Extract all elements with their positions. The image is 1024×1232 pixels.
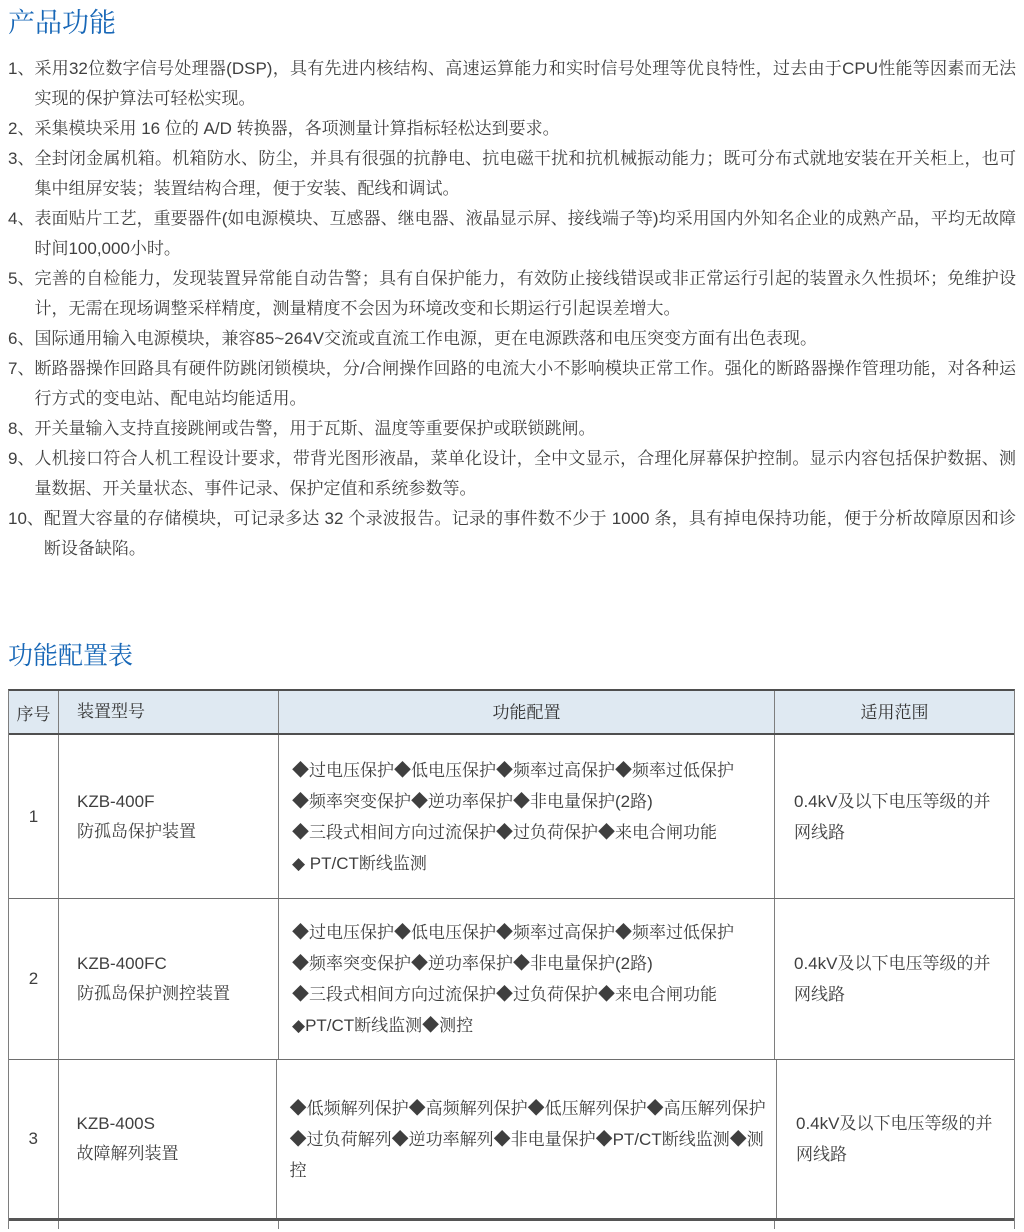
feature-number: 8、: [8, 419, 35, 438]
feature-item-5: [8, 264, 1016, 324]
cell-scope: [775, 899, 1014, 1059]
feature-text: 完善的自检能力，发现装置异常能自动告警；具有自保护能力，有效防止接线错误或非正常运行引起的装置永久性损坏；免维护设计，无需在现场调整采样精度，测量精度不会因为环境改变和长期运行引起误差增大。: [34, 269, 1016, 318]
cell-index: 2: [9, 899, 59, 1059]
feature-item-3: [8, 144, 1016, 204]
feature-item-1: [8, 54, 1016, 114]
model-code: KZB-400F: [77, 791, 155, 811]
section-title-product-features: 产品功能: [8, 8, 116, 38]
feature-item-4: [8, 204, 1016, 264]
feature-text: 采集模块采用 16 位的 A/D 转换器，各项测量计算指标轻松达到要求。: [34, 119, 560, 138]
cell-model: [59, 899, 279, 1059]
feature-text: 开关量输入支持直接跳闸或告警，用于瓦斯、温度等重要保护或联锁跳闸。: [34, 419, 596, 438]
feature-item-9: [8, 444, 1016, 504]
feature-text: 国际通用输入电源模块，兼容85~264V交流或直流工作电源，更在电源跌落和电压突变方面有出色表现。: [34, 329, 818, 348]
table-row: [9, 735, 1014, 899]
feature-text: 全封闭金属机箱。机箱防水、防尘，并具有很强的抗静电、抗电磁干扰和抗机械振动能力；既可分布式就地安装在开关柜上，也可集中组屏安装；装置结构合理，便于安装、配线和调试。: [34, 149, 1016, 198]
header-cell-model: 装置型号: [59, 691, 279, 733]
cell-functions: [279, 899, 775, 1059]
function-line: ◆低频解列保护◆高频解列保护◆低压解列保护◆高压解列保护: [289, 1098, 766, 1118]
scope-text: 0.4kV及以下电压等级的并网线路: [795, 1114, 993, 1164]
scope-text: 0.4kV及以下电压等级的并网线路: [794, 954, 991, 1004]
feature-text: 表面贴片工艺，重要器件(如电源模块、互感器、继电器、液晶显示屏、接线端子等)均采用国内外知名企业的成熟产品，平均无故障时间100,000小时。: [34, 209, 1016, 258]
feature-item-2: [8, 114, 1016, 144]
function-line: ◆频率突变保护◆逆功率保护◆非电量保护(2路): [292, 791, 653, 811]
cell-scope: [775, 735, 1014, 898]
feature-text: 人机接口符合人机工程设计要求，带背光图形液晶，菜单化设计，全中文显示，合理化屏幕保护控制。显示内容包括保护数据、测量数据、开关量状态、事件记录、保护定值和系统参数等。: [34, 449, 1016, 498]
feature-number: 7、: [8, 359, 35, 378]
feature-number: 1、: [8, 59, 35, 78]
cell-index: 1: [9, 735, 59, 898]
feature-number: 4、: [8, 209, 35, 228]
model-name: 防孤岛保护测控装置: [77, 984, 230, 1003]
feature-number: 3、: [8, 149, 35, 168]
feature-number: 9、: [8, 449, 35, 468]
model-name: 防孤岛保护装置: [77, 821, 196, 841]
features-list: [8, 54, 1016, 564]
feature-item-8: [8, 414, 1016, 444]
feature-item-10: [8, 504, 1016, 564]
model-code: KZB-400FC: [77, 954, 167, 973]
cell-index: 3: [9, 1060, 59, 1218]
feature-item-7: [8, 354, 1016, 414]
cell-functions: [277, 1060, 777, 1218]
cell-scope: [777, 1060, 1014, 1218]
function-line: ◆过电压保护◆低电压保护◆频率过高保护◆频率过低保护: [292, 760, 734, 780]
function-line: ◆PT/CT断线监测◆测控: [292, 1016, 474, 1035]
feature-text: 采用32位数字信号处理器(DSP)，具有先进内核结构、高速运算能力和实时信号处理等优良特性，过去由于CPU性能等因素而无法实现的保护算法可轻松实现。: [34, 59, 1016, 108]
section-title-function-config-table: 功能配置表: [8, 642, 134, 670]
header-cell-scope: 适用范围: [860, 702, 929, 722]
function-line: ◆ PT/CT断线监测: [292, 853, 427, 873]
cell-model: [59, 735, 279, 898]
header-cell-functions: 功能配置: [279, 691, 775, 733]
feature-text: 断路器操作回路具有硬件防跳闭锁模块，分/合闸操作回路的电流大小不影响模块正常工作。强化的断路器操作管理功能，对各种运行方式的变电站、配电站均能适用。: [34, 359, 1016, 408]
model-name: 故障解列装置: [76, 1144, 179, 1163]
feature-number: 6、: [8, 329, 35, 348]
scope-text: 0.4kV及以下电压等级的并网线路: [794, 791, 991, 842]
cell-functions: [279, 735, 775, 898]
cell-model: [59, 1060, 277, 1218]
model-code: KZB-400S: [76, 1114, 155, 1133]
feature-number: 2、: [8, 119, 35, 138]
function-line: ◆过电压保护◆低电压保护◆频率过高保护◆频率过低保护: [292, 923, 734, 942]
function-line: ◆过负荷解列◆逆功率解列◆非电量保护◆PT/CT断线监测◆测控: [289, 1129, 764, 1180]
feature-number: 5、: [8, 269, 35, 288]
function-line: ◆频率突变保护◆逆功率保护◆非电量保护(2路): [292, 954, 653, 973]
function-config-table: [8, 689, 1015, 1229]
function-line: ◆三段式相间方向过流保护◆过负荷保护◆来电合闸功能: [292, 822, 717, 842]
feature-text: 配置大容量的存储模块，可记录多达 32 个录波报告。记录的事件数不少于 1000 条，具有掉电保持功能，便于分析故障原因和诊断设备缺陷。: [43, 509, 1016, 558]
feature-item-6: [8, 324, 1016, 354]
table-row: [9, 1060, 1014, 1221]
table-row: [9, 899, 1014, 1060]
function-line: ◆三段式相间方向过流保护◆过负荷保护◆来电合闸功能: [292, 985, 717, 1004]
feature-number: 10、: [8, 509, 44, 528]
table-header-row: [9, 691, 1014, 735]
table-next-row-cutoff: [9, 1221, 1014, 1229]
header-cell-index: 序号: [9, 691, 59, 733]
